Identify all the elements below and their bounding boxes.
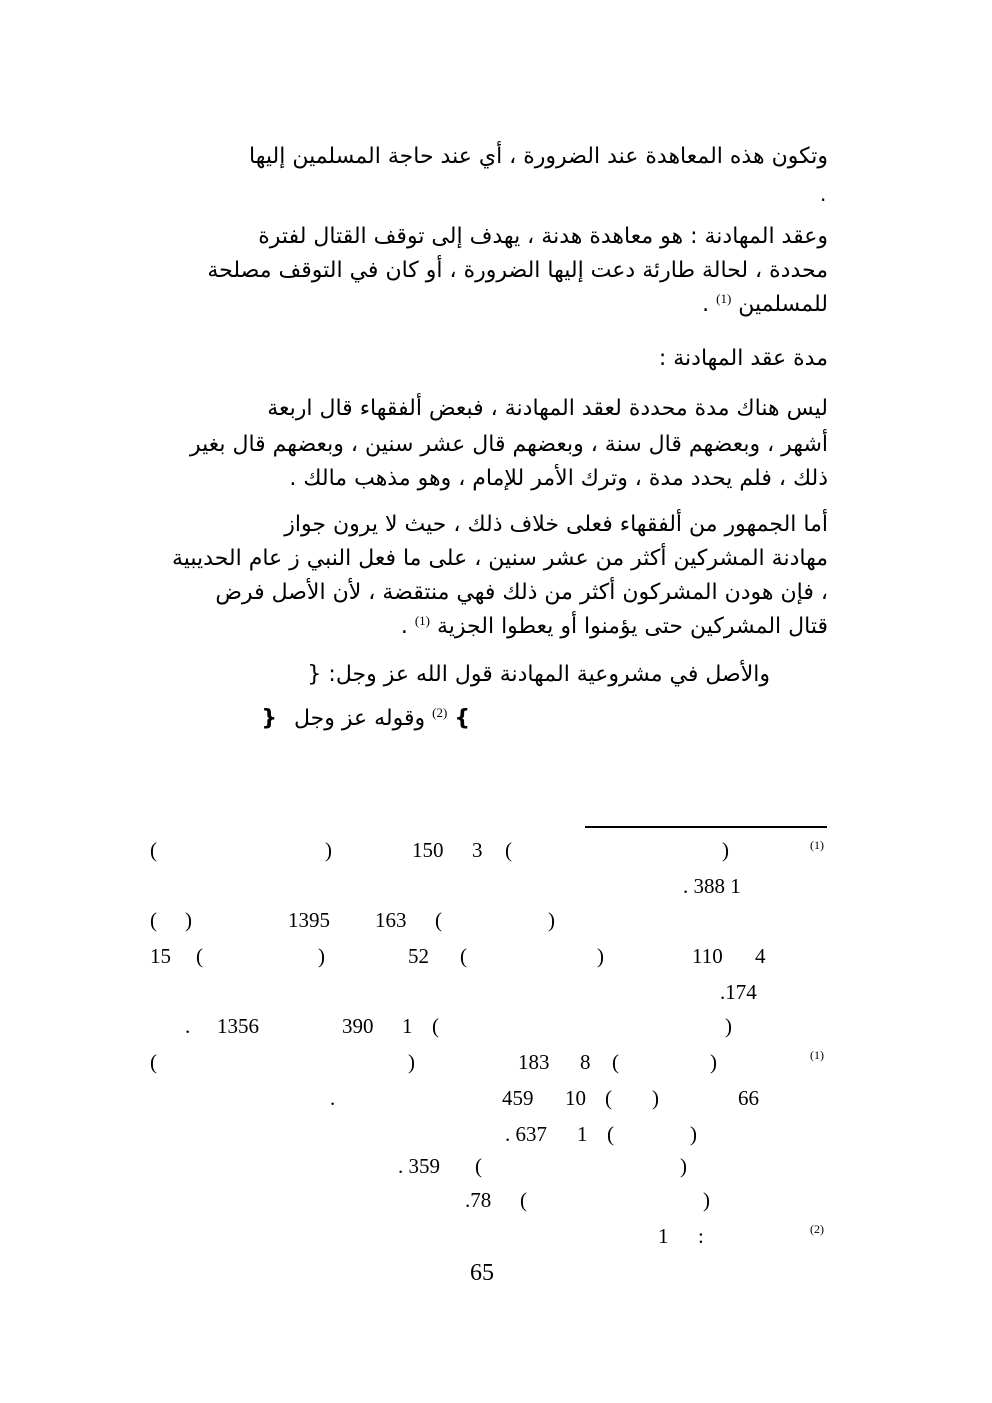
footnote-text: ) <box>680 1154 687 1178</box>
footnote-text: ) <box>597 944 604 968</box>
footnote-text: . <box>185 1014 191 1038</box>
page-number: 65 <box>470 1260 494 1286</box>
footnote-text: 1356 <box>217 1014 259 1038</box>
footnote-text: ) <box>722 838 729 862</box>
footnote-text: 163 <box>375 908 407 932</box>
footnote-text: ) <box>710 1050 717 1074</box>
footnote-text: 1 <box>577 1122 588 1146</box>
body-line <box>702 291 828 317</box>
body-text: . <box>400 614 408 639</box>
footnote-text: 150 <box>412 838 444 862</box>
footnote-text: 10 <box>565 1086 586 1110</box>
footnote-text: ( <box>605 1086 612 1110</box>
body-line: ذلك ، فلم يحدد مدة ، وترك الأمر للإمام ، وهو مذهب مالك . <box>289 466 828 491</box>
footnote-marker: (1) <box>810 838 824 852</box>
footnote-text: ( <box>505 838 512 862</box>
footnote-marker: (2) <box>810 1222 824 1236</box>
body-line: مهادنة المشركين أكثر من عشر سنين ، على ما فعل النبي ز عام الحديبية <box>171 546 828 571</box>
body-line: وعقد المهادنة : هو معاهدة هدنة ، يهدف إلى توقف القتال لفترة <box>258 224 828 249</box>
footnote-text: 3 <box>472 838 483 862</box>
footnote-text: ( <box>150 908 157 932</box>
body-line: أشهر ، وبعضهم قال سنة ، وبعضهم قال عشر سنين ، وبعضهم قال بغير <box>189 432 828 457</box>
body-line: أما الجمهور من ألفقهاء فعلى خلاف ذلك ، حيث لا يرون جواز <box>284 512 828 537</box>
footnote-text: 1 <box>402 1014 413 1038</box>
footnote-text: ) <box>690 1122 697 1146</box>
footnote-text: ) <box>703 1188 710 1212</box>
body-line <box>400 613 828 639</box>
footnote-text: ) <box>185 908 192 932</box>
footnote-text: ( <box>520 1188 527 1212</box>
footnote-text: ) <box>725 1014 732 1038</box>
footnote-text: ) <box>318 944 325 968</box>
body-line: محددة ، لحالة طارئة دعت إليها الضرورة ، أو كان في التوقف مصلحة <box>207 258 828 283</box>
footnote-text: . <box>330 1086 336 1110</box>
footnote-text: ( <box>150 838 157 862</box>
quote-brace: } <box>454 706 470 731</box>
footnote-text: ( <box>435 908 442 932</box>
footnote-text: 66 <box>738 1086 759 1110</box>
footnote-text: 1395 <box>288 908 330 932</box>
footnote-text: 183 <box>518 1050 550 1074</box>
footnote-text: 459 <box>502 1086 534 1110</box>
footnote-text: .174 <box>720 980 757 1004</box>
footnote-text: . 388 1 <box>683 874 741 898</box>
body-line: والأصل في مشروعية المهادنة قول الله عز وجل: { <box>307 662 770 687</box>
footnote-ref: (1) <box>414 613 430 628</box>
footnote-text: ) <box>325 838 332 862</box>
body-line: ، فإن هودن المشركون أكثر من ذلك فهي منتقضة ، لأن الأصل فرض <box>215 580 828 605</box>
footnote-ref: (1) <box>716 291 732 306</box>
footnote-text: ( <box>460 944 467 968</box>
footnote-text: ( <box>432 1014 439 1038</box>
footnote-text: ( <box>150 1050 157 1074</box>
body-text: . <box>702 292 710 317</box>
footnote-text: 4 <box>755 944 766 968</box>
footnote-text: . 637 <box>505 1122 547 1146</box>
footnote-text: : <box>698 1224 704 1248</box>
footnote-text: 52 <box>408 944 429 968</box>
footnote-text: . 359 <box>398 1154 440 1178</box>
footnote-text: ( <box>612 1050 619 1074</box>
body-text: للمسلمين <box>738 292 828 317</box>
body-text: وقوله عز وجل <box>294 706 426 731</box>
footnote-text: .78 <box>465 1188 492 1212</box>
footnote-ref: (2) <box>432 705 448 720</box>
body-text: قتال المشركين حتى يؤمنوا أو يعطوا الجزية <box>437 614 828 639</box>
footnote-text: 8 <box>580 1050 591 1074</box>
body-line <box>261 705 470 731</box>
footnote-text: 15 <box>150 944 171 968</box>
body-dot: . <box>820 182 827 206</box>
footnote-text: ( <box>607 1122 614 1146</box>
footnote-marker: (1) <box>810 1048 824 1062</box>
body-line: وتكون هذه المعاهدة عند الضرورة ، أي عند حاجة المسلمين إليها <box>249 144 828 169</box>
footnote-separator <box>585 826 827 828</box>
footnote-text: ( <box>196 944 203 968</box>
footnote-text: ) <box>548 908 555 932</box>
footnote-text: 1 <box>658 1224 669 1248</box>
footnote-text: 110 <box>692 944 723 968</box>
footnote-text: ) <box>408 1050 415 1074</box>
body-line: ليس هناك مدة محددة لعقد المهادنة ، فبعض ألفقهاء قال اربعة <box>267 396 828 421</box>
footnote-text: ( <box>475 1154 482 1178</box>
footnote-text: 390 <box>342 1014 374 1038</box>
section-heading: مدة عقد المهادنة : <box>658 346 828 371</box>
footnote-text: ) <box>652 1086 659 1110</box>
quote-brace: { <box>261 706 277 731</box>
